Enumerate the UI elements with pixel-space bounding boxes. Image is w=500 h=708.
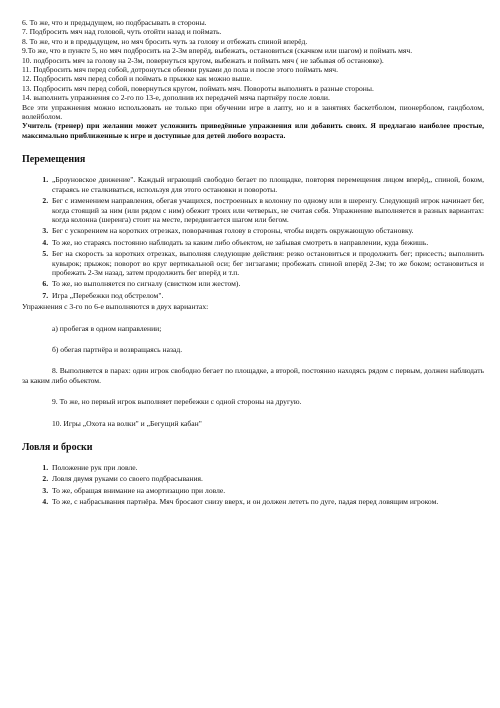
catching-item: 4. То же, с набрасывания партнёра. Мяч бросают снизу вверх, и он должен лететь по дуге, падая перед ловящим игроком. bbox=[50, 497, 484, 506]
paragraph-10: 10. Игры „Охота на волки" и „Бегущий кабан" bbox=[52, 418, 202, 428]
movements-item: 2. Бег с изменением направления, обегая учащихся, построенных в колонну по одному или в шеренгу. Следующий игрок начинает бег, когда стоящий за ним (или рядом с ним) обежит троих или четверых, не считая себя. Упражнение выполняется в разных вариантах: когда колонна (шеренга) стоит на месте, передвигается шагом или бегом. bbox=[50, 196, 484, 224]
paragraph-9: 9. То же, но первый игрок выполняет перебежки с одной стороны на другую. bbox=[52, 397, 302, 407]
exercise-line-7: 7. Подбросить мяч над головой, чуть отойти назад и поймать. bbox=[22, 27, 222, 37]
exercise-line-9: 9.То же, что в пункте 5, но мяч подбросить на 2-3м вперёд, выбежать, остановиться (скачком или шагом) и поймать мяч. bbox=[22, 46, 413, 56]
section-title-catching: Ловля и броски bbox=[22, 442, 93, 453]
exercise-line-14: 14. выполнить упражнения со 2-го по 13-е, дополнив их передачей мяча партнёру после ловли. bbox=[22, 93, 330, 103]
movements-item: 7. Игра „Перебежки под обстрелом". bbox=[50, 291, 484, 300]
exercise-line-6: 6. То же, что и предыдущем, но подбрасывать в стороны. bbox=[22, 18, 207, 27]
movements-list bbox=[22, 175, 484, 300]
catching-item: 1. Положение рук при ловле. bbox=[50, 463, 484, 472]
catching-list bbox=[22, 463, 484, 507]
exercise-usage-note: Все эти упражнения можно использовать не только при обучении игре в лапту, но и в занятиях баскетболом, пионерболом, гандболом, волейболом. bbox=[22, 102, 484, 122]
exercise-line-12: 12. Подбросить мяч перед собой и поймать в прыжке как можно выше. bbox=[22, 74, 252, 84]
exercise-line-11: 11. Подбросить мяч перед собой, дотронуться обеими руками до пола и после этого поймать мяч. bbox=[22, 65, 338, 75]
catching-item: 3. То же, обращая внимание на амортизацию при ловле. bbox=[50, 486, 484, 495]
variants-intro: Упражнения с 3-го по 6-е выполняются в двух вариантах: bbox=[22, 302, 209, 312]
exercise-line-13: 13. Подбросить мяч перед собой, повернуться кругом, поймать мяч. Повороты выполнять в разные стороны. bbox=[22, 83, 374, 93]
movements-item: 6. То же, но выполняется по сигналу (свистком или жестом). bbox=[50, 279, 484, 288]
exercise-list-continued bbox=[22, 18, 484, 121]
movements-item: 1. „Броуновское движение". Каждый играющий свободно бегает по площадке, повторяя перемещения лицом вперёд,, спиной, боком, стараясь не сталкиваться, используя для этого остановки и повороты. bbox=[50, 175, 484, 194]
movements-item: 5. Бег на скорость за коротких отрезках, выполняя следующие действия: резко остановиться и продолжить бег; присесть; выполнить кувырок; прыжок; поворот во круг вертикальной оси; бег зигзагами; пробежать спиной вперёд 2-3м; то же боком; остановиться и пробежать 2-3м назад, затем продолжить бег вперёд и т.п. bbox=[50, 249, 484, 277]
variant-b: б) обегая партнёра и возвращаясь назад. bbox=[52, 344, 183, 354]
movements-item: 3. Бег с ускорением на коротких отрезках, поворачивая голову в стороны, чтобы видеть окружающую обстановку. bbox=[50, 226, 484, 235]
movements-item: 4. То же, но стараясь постоянно наблюдать за каким либо объектом, не забывая смотреть в направлении, куда бежишь. bbox=[50, 238, 484, 247]
exercise-line-8: 8. То же, что и в предыдущем, но мяч бросить чуть за голову и отбежать спиной вперёд. bbox=[22, 36, 308, 46]
paragraph-8: 8. Выполняется в парах: один игрок свободно бегает по площадке, а второй, постоянно находясь рядом с первым, должен наблюдать за каким либо объектом. bbox=[22, 366, 484, 385]
exercise-line-10: 10. подбросить мяч за голову на 2-3м, повернуться кругом, выбежать и поймать мяч ( не забывая об остановке). bbox=[22, 55, 384, 65]
variant-a: а) пробегая в одном направлении; bbox=[52, 323, 162, 333]
section-title-movements: Перемещения bbox=[22, 154, 86, 166]
document-page bbox=[22, 18, 484, 509]
teacher-note: Учитель (тренер) при желании может усложнить приведённые упражнения или добавить своих. Я предлагаю наиболее простые, максимально приближенные к игре и доступные для детей любого возраста. bbox=[22, 121, 484, 140]
catching-item: 2. Ловля двумя руками со своего подбрасывания. bbox=[50, 474, 484, 483]
